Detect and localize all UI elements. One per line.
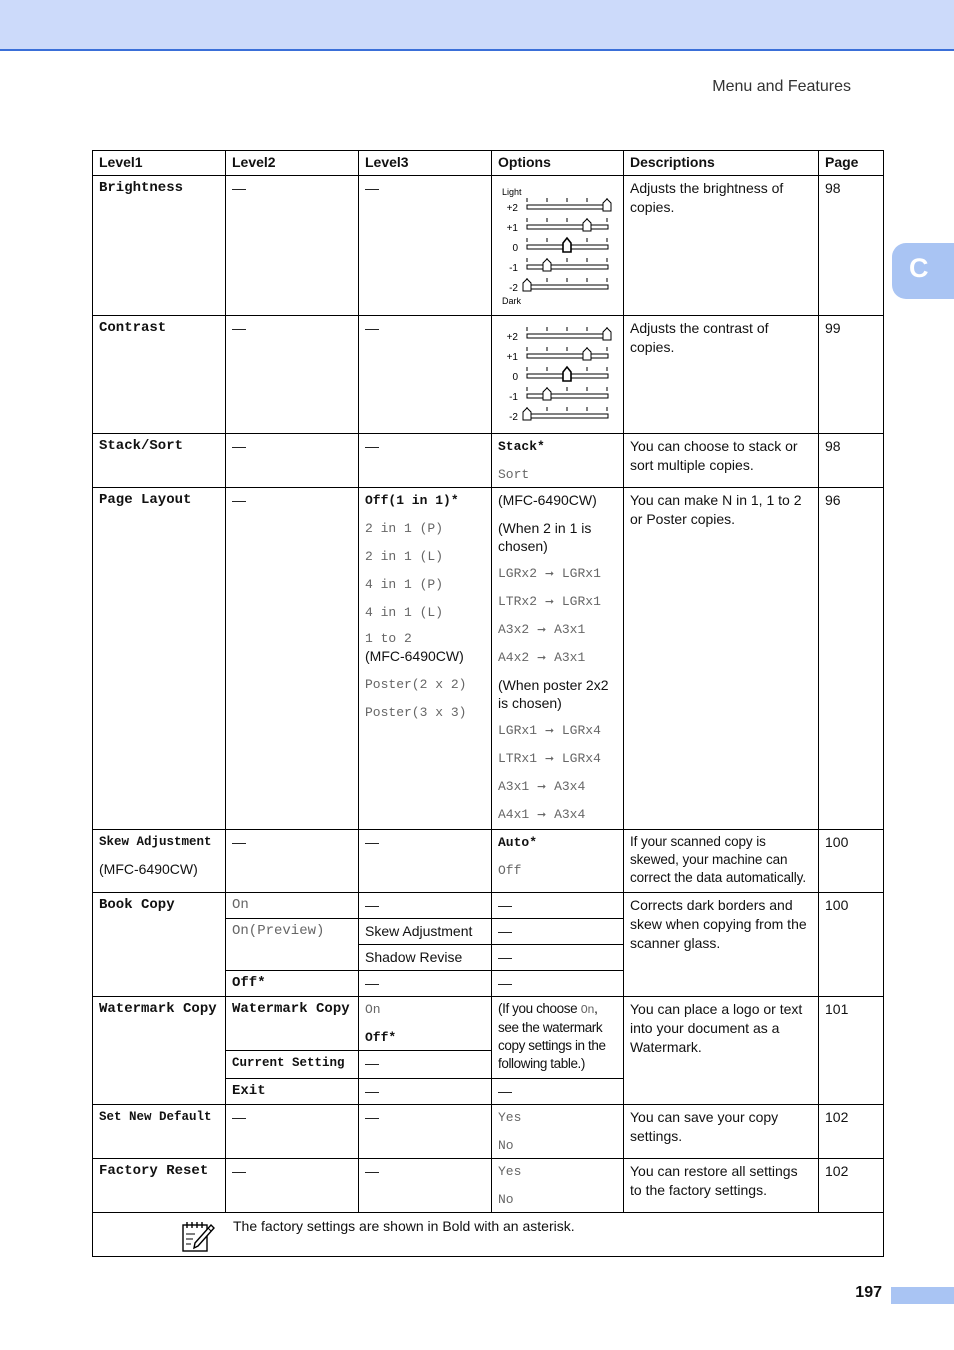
description-cell: Adjusts the contrast of copies. bbox=[624, 316, 819, 434]
level3-cell: — bbox=[359, 176, 492, 316]
level2-cell: — bbox=[226, 830, 359, 893]
chapter-tab-letter: C bbox=[909, 253, 929, 283]
paper-conversion: A3x1 ➞ A3x4 bbox=[498, 779, 586, 794]
level3-cell: — bbox=[359, 1051, 492, 1079]
table-row-stack-sort bbox=[93, 434, 884, 488]
slider-knob-icon bbox=[583, 348, 591, 360]
level1-cell bbox=[93, 830, 226, 893]
options-cell: — bbox=[492, 971, 624, 997]
table-row-note bbox=[93, 1213, 884, 1257]
header-band bbox=[0, 0, 954, 51]
slider-knob-icon bbox=[543, 259, 551, 271]
level2-cell: On bbox=[226, 893, 359, 919]
arrow-icon: ➞ bbox=[544, 567, 555, 580]
level3-cell: — bbox=[359, 893, 492, 919]
paper-conversion: LTRx1 ➞ LGRx4 bbox=[498, 751, 601, 766]
arrow-icon: ➞ bbox=[537, 623, 547, 636]
slider-label-dark: Dark bbox=[502, 296, 522, 306]
column-header: Page bbox=[819, 151, 884, 176]
level3-cell: — bbox=[359, 316, 492, 434]
slider-level-label: +2 bbox=[506, 203, 518, 214]
inline-option-on: On bbox=[580, 1003, 595, 1017]
description-cell: You can restore all settings to the factory settings. bbox=[624, 1159, 819, 1213]
slider-knob-icon bbox=[563, 367, 571, 381]
level2-cell: — bbox=[226, 488, 359, 830]
arrow-icon: ➞ bbox=[544, 752, 555, 765]
page-header-title: Menu and Features bbox=[712, 78, 851, 95]
note-cell bbox=[93, 1213, 884, 1257]
slider-level-label: -1 bbox=[509, 263, 518, 274]
arrow-icon: ➞ bbox=[544, 724, 555, 737]
layout-option: 4 in 1 (P) bbox=[365, 577, 444, 592]
slider-level-label: +1 bbox=[506, 223, 518, 234]
level3-cell: — bbox=[359, 830, 492, 893]
layout-option: 2 in 1 (L) bbox=[365, 549, 444, 564]
option-yes: Yes bbox=[498, 1164, 522, 1179]
option-no: No bbox=[498, 1138, 514, 1153]
options-cell bbox=[492, 1159, 624, 1213]
column-header: Level3 bbox=[359, 151, 492, 176]
paper-conversion: LGRx1 ➞ LGRx4 bbox=[498, 723, 601, 738]
contrast-slider-graphic bbox=[500, 320, 618, 426]
slider-row bbox=[512, 238, 608, 254]
slider-level-label: -1 bbox=[509, 392, 518, 403]
column-header: Options bbox=[492, 151, 624, 176]
table-row-watermark-copy bbox=[93, 997, 884, 1051]
slider-row bbox=[509, 258, 608, 274]
column-header: Level1 bbox=[93, 151, 226, 176]
options-cell: — bbox=[492, 1079, 624, 1105]
arrow-icon: ➞ bbox=[537, 780, 547, 793]
note-pencil-icon bbox=[181, 1219, 215, 1253]
page-cell: 100 bbox=[819, 893, 884, 997]
table-row-contrast bbox=[93, 316, 884, 434]
options-cell bbox=[492, 316, 624, 434]
options-cell: — bbox=[492, 919, 624, 945]
table-row-factory-reset bbox=[93, 1159, 884, 1213]
slider-row bbox=[507, 347, 608, 363]
level3-cell: — bbox=[359, 1079, 492, 1105]
level1-cell: Page Layout bbox=[93, 488, 226, 830]
slider-level-label: -2 bbox=[509, 412, 518, 423]
slider-knob-icon bbox=[603, 328, 611, 340]
options-cell bbox=[492, 434, 624, 488]
level1-cell: Set New Default bbox=[93, 1105, 226, 1159]
description-cell: You can place a logo or text into your document as a Watermark. bbox=[624, 997, 819, 1105]
level2-cell: — bbox=[226, 316, 359, 434]
level3-cell: Skew Adjustment bbox=[359, 919, 492, 945]
level2-cell: — bbox=[226, 176, 359, 316]
slider-row bbox=[507, 218, 608, 234]
table-row-book-copy bbox=[93, 893, 884, 919]
layout-option: Off(1 in 1)* bbox=[365, 493, 459, 508]
slider-row bbox=[507, 327, 611, 343]
slider-knob-icon bbox=[523, 408, 531, 420]
level1-cell: Watermark Copy bbox=[93, 997, 226, 1105]
slider-knob-icon bbox=[543, 388, 551, 400]
options-note: (When 2 in 1 is chosen) bbox=[498, 520, 592, 554]
chapter-tab bbox=[892, 243, 954, 299]
slider-knob-icon bbox=[523, 279, 531, 291]
level1-cell: Contrast bbox=[93, 316, 226, 434]
page-number-bar bbox=[891, 1287, 954, 1304]
page-number: 197 bbox=[855, 1284, 882, 1301]
arrow-icon: ➞ bbox=[537, 651, 547, 664]
slider-level-label: +1 bbox=[506, 352, 518, 363]
description-cell: If your scanned copy is skewed, your machine can correct the data automatically. bbox=[624, 830, 819, 893]
level2-cell: Exit bbox=[226, 1079, 359, 1105]
level2-cell: — bbox=[226, 434, 359, 488]
page-cell: 96 bbox=[819, 488, 884, 830]
option-on: On bbox=[365, 1002, 381, 1017]
options-cell bbox=[492, 1105, 624, 1159]
option-no: No bbox=[498, 1192, 514, 1207]
layout-option: 2 in 1 (P) bbox=[365, 521, 444, 536]
table-row-set-new-default bbox=[93, 1105, 884, 1159]
level2-cell: Off* bbox=[226, 971, 359, 997]
slider-row bbox=[509, 387, 608, 403]
level1-cell: Brightness bbox=[93, 176, 226, 316]
slider-knob-icon bbox=[563, 238, 571, 252]
slider-level-label: 0 bbox=[512, 372, 518, 383]
options-cell: — bbox=[492, 893, 624, 919]
layout-option: 4 in 1 (L) bbox=[365, 605, 444, 620]
options-cell bbox=[492, 830, 624, 893]
page-cell: 102 bbox=[819, 1105, 884, 1159]
paper-conversion: LTRx2 ➞ LGRx1 bbox=[498, 594, 601, 609]
level3-cell bbox=[359, 997, 492, 1051]
table-row-page-layout bbox=[93, 488, 884, 830]
level1-cell: Factory Reset bbox=[93, 1159, 226, 1213]
slider-row bbox=[507, 198, 611, 214]
layout-option: Poster(3 x 3) bbox=[365, 705, 467, 720]
table-row-skew-adjustment bbox=[93, 830, 884, 893]
page-cell: 98 bbox=[819, 176, 884, 316]
brightness-slider-graphic bbox=[500, 180, 618, 308]
arrow-icon: ➞ bbox=[537, 808, 547, 821]
level3-cell: — bbox=[359, 971, 492, 997]
description-cell: Corrects dark borders and skew when copying from the scanner glass. bbox=[624, 893, 819, 997]
options-cell bbox=[492, 488, 624, 830]
table-header-row bbox=[93, 151, 884, 176]
paper-conversion: A4x2 ➞ A3x1 bbox=[498, 650, 586, 665]
paper-conversion: A3x2 ➞ A3x1 bbox=[498, 622, 586, 637]
page-cell: 98 bbox=[819, 434, 884, 488]
option-auto: Auto* bbox=[498, 835, 538, 850]
note-text: The factory settings are shown in Bold with an asterisk. bbox=[233, 1218, 575, 1234]
level3-cell: Shadow Revise bbox=[359, 945, 492, 971]
layout-option-note: (MFC-6490CW) bbox=[365, 648, 464, 664]
menu-table bbox=[92, 150, 884, 1257]
option-off: Off bbox=[498, 863, 522, 878]
level2-cell: On(Preview) bbox=[226, 919, 359, 971]
page-cell: 100 bbox=[819, 830, 884, 893]
page-cell: 99 bbox=[819, 316, 884, 434]
slider-row bbox=[509, 278, 608, 294]
level2-cell: — bbox=[226, 1105, 359, 1159]
column-header: Descriptions bbox=[624, 151, 819, 176]
option-stack: Stack* bbox=[498, 439, 545, 454]
slider-label-light: Light bbox=[502, 187, 522, 197]
table-row-brightness bbox=[93, 176, 884, 316]
slider-knob-icon bbox=[603, 199, 611, 211]
options-cell bbox=[492, 176, 624, 316]
layout-option: 1 to 2 bbox=[365, 631, 412, 646]
options-note: (MFC-6490CW) bbox=[498, 492, 597, 508]
layout-option: Poster(2 x 2) bbox=[365, 677, 467, 692]
level1-note: (MFC-6490CW) bbox=[99, 861, 198, 877]
level1-label: Skew Adjustment bbox=[99, 835, 212, 849]
page-cell: 101 bbox=[819, 997, 884, 1105]
paper-conversion: LGRx2 ➞ LGRx1 bbox=[498, 566, 601, 581]
options-note: (When poster 2x2 is chosen) bbox=[498, 677, 609, 711]
page-cell: 102 bbox=[819, 1159, 884, 1213]
options-cell: — bbox=[492, 945, 624, 971]
slider-level-label: -2 bbox=[509, 283, 518, 294]
description-cell: Adjusts the brightness of copies. bbox=[624, 176, 819, 316]
arrow-icon: ➞ bbox=[544, 595, 555, 608]
description-cell: You can choose to stack or sort multiple copies. bbox=[624, 434, 819, 488]
level3-cell: — bbox=[359, 1159, 492, 1213]
description-cell: You can save your copy settings. bbox=[624, 1105, 819, 1159]
slider-row bbox=[512, 367, 608, 383]
level1-cell: Book Copy bbox=[93, 893, 226, 997]
paper-conversion: A4x1 ➞ A3x4 bbox=[498, 807, 586, 822]
option-yes: Yes bbox=[498, 1110, 522, 1125]
level3-cell: — bbox=[359, 1105, 492, 1159]
slider-level-label: 0 bbox=[512, 243, 518, 254]
level2-cell: Current Setting bbox=[226, 1051, 359, 1079]
option-off: Off* bbox=[365, 1030, 397, 1045]
slider-row bbox=[509, 407, 608, 423]
level3-cell: — bbox=[359, 434, 492, 488]
level1-cell: Stack/Sort bbox=[93, 434, 226, 488]
option-sort: Sort bbox=[498, 467, 530, 482]
level2-cell: Watermark Copy bbox=[226, 997, 359, 1051]
slider-level-label: +2 bbox=[506, 332, 518, 343]
level2-cell: — bbox=[226, 1159, 359, 1213]
level3-cell bbox=[359, 488, 492, 830]
options-cell: (If you choose On, see the watermark copy settings in the following table.) bbox=[492, 997, 624, 1079]
column-header: Level2 bbox=[226, 151, 359, 176]
description-cell: You can make N in 1, 1 to 2 or Poster copies. bbox=[624, 488, 819, 830]
slider-knob-icon bbox=[583, 219, 591, 231]
